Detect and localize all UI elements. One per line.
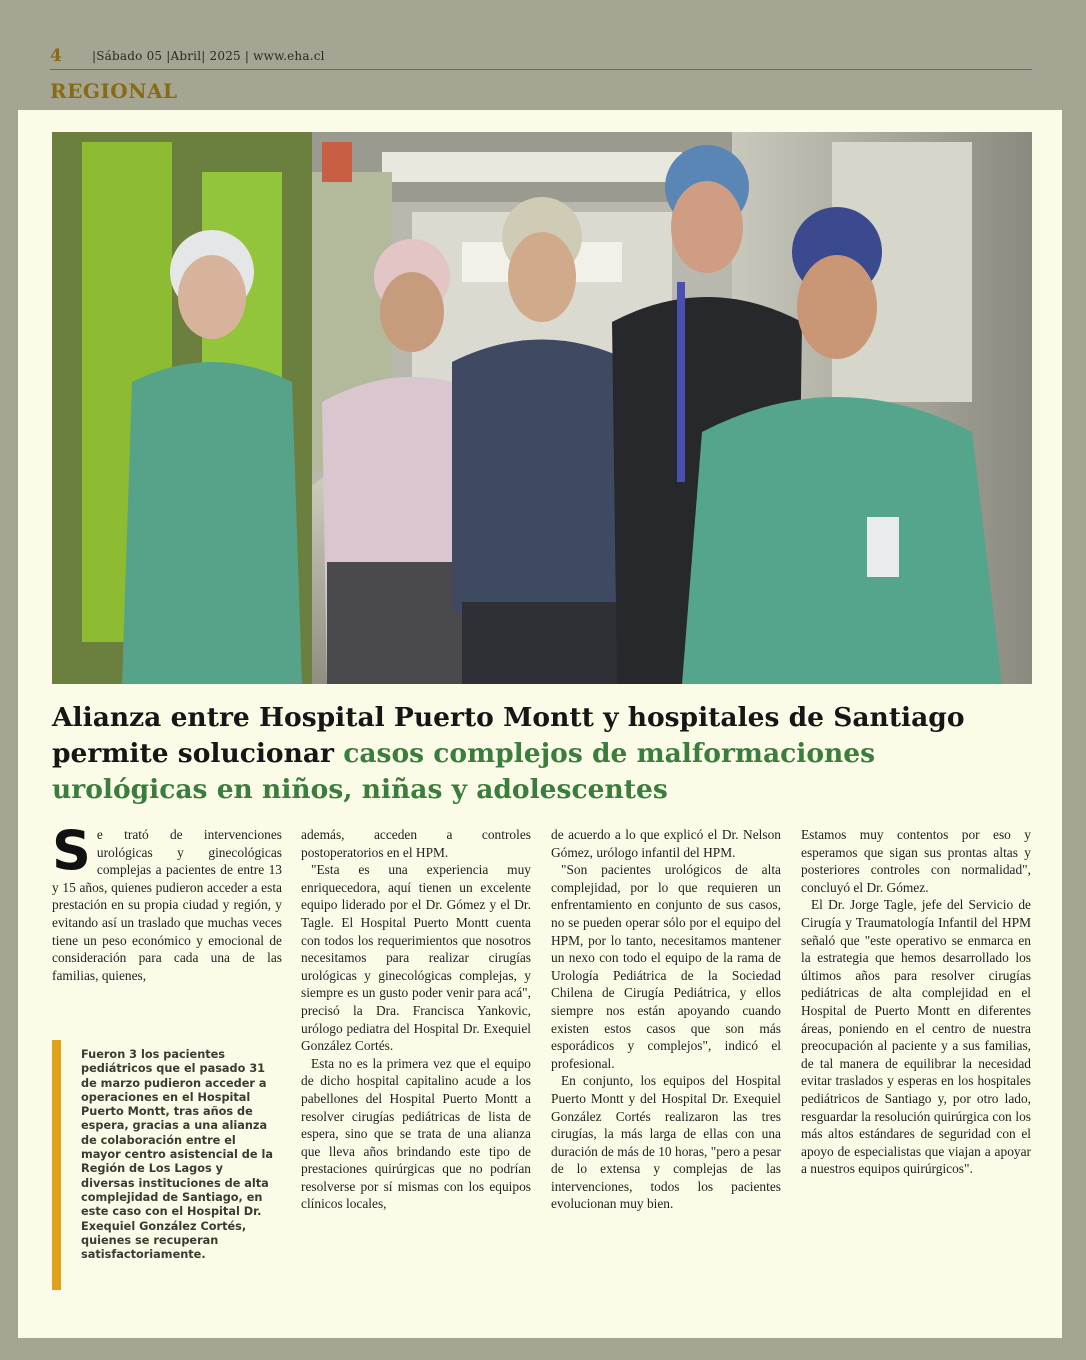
article-headline [52,700,1012,808]
col1-p1-text: e trató de intervenciones urológicas y ginecológicas complejas a pacientes de entre 13 y 15 años, quienes pudieron acceder a esta prestación en su propia ciudad y región, y evitando así un traslado que muchas veces tiene un peso económico y emocional de consideración para cada una de las familias, quienes, [52,827,282,983]
col4-paragraph-2: El Dr. Jorge Tagle, jefe del Servicio de Cirugía y Traumatología Infantil del HPM señaló que "este operativo se enmarca en la estrategia que hemos desarrollado los últimos años para resolver cirugías pediátricas de alta complejidad en el Hospital de Puerto Montt en diferentes áreas, poniendo en el centro de nuestra preocupación al paciente y a sus familias, de tal manera de equilibrar la necesidad evitar traslados y esperas en los hospitales pediátricos de Santiago y, por otro lado, resguardar la resolución quirúrgica con los más altos estándares de seguridad con el apoyo de especialistas que viajan a apoyar a nuestros equipos quirúrgicos". [801,897,1031,1177]
pull-quote [52,1040,282,1290]
article-column-2 [301,826,531,1213]
team-photo [52,132,1032,684]
col2-paragraph-1: además, acceden a controles postoperatorios en el HPM. [301,827,531,860]
col3-paragraph-1: de acuerdo a lo que explicó el Dr. Nelson Gómez, urólogo infantil del HPM. [551,827,781,860]
page-number: 4 [50,46,62,66]
col3-paragraph-2: "Son pacientes urológicos de alta complejidad, por lo que requieren un enfrentamiento en conjunto de sus casos, no se pueden operar sólo por el equipo del HPM, por lo tanto, necesitamos mantener un nexo con todo el equipo de la rama de Urología Pediátrica de la Sociedad Chilena de Cirugía Pediátrica, y ellos siempre nos están apoyando cuando existen estos casos que son más esporádicos y complejos", indicó el profesional. [551,862,781,1071]
section-title: REGIONAL [50,79,178,103]
drop-cap: S [52,819,91,882]
col2-paragraph-2: "Esta es una experiencia muy enriquecedora, aquí tienen un excelente equipo liderado por el Dr. Gómez y el Dr. Tagle. El Hospital Puerto Montt cuenta con todos los requerimientos que nosotros necesitamos para realizar cirugías urológicas y ginecológicas complejas, y siempre es un gusto poder venir para acá", precisó la Dra. Francisca Yankovic, urólogo pediatra del Hospital Dr. Exequiel González Cortés. [301,862,531,1054]
article-column-1 [52,819,282,984]
col2-paragraph-3: Esta no es la primera vez que el equipo de dicho hospital capitalino acude a los pabellones del Hospital Puerto Montt a resolver cirugías pediátricas de lista de espera, sino que se trata de una alianza que lleva años brindando este tipo de prestaciones quirúrgicas que no podrían resolverse por sí mismas con los equipos clínicos locales, [301,1055,531,1212]
date-line: |Sábado 05 |Abril| 2025 | www.eha.cl [92,49,325,63]
page-header [0,0,1086,110]
col4-paragraph-1: Estamos muy contentos por eso y esperamos que sigan sus prontas altas y posteriores controles con normalidad", concluyó el Dr. Gómez. [801,827,1031,895]
header-divider [50,69,1032,70]
pull-quote-text: Fueron 3 los pacientes pediátricos que el pasado 31 de marzo pudieron acceder a operaciones en el Hospital Puerto Montt, tras años de espera, gracias a una alianza de colaboración entre el mayor centro asistencial de la Región de Los Lagos y diversas instituciones de alta complejidad de Santiago, en este caso con el Hospital Dr. Exequiel González Cortés, quienes se recuperan satisfactoriamente. [81,1048,273,1262]
headline-part2: casos complejos de malformaciones urológicas en niños, niñas y adolescentes [52,738,876,805]
article-column-3 [551,826,781,1213]
col1-paragraph-1 [52,819,282,984]
article-column-4 [801,826,1031,1178]
headline-part1: Alianza entre Hospital Puerto Montt y hospitales de Santiago permite solucionar [52,702,965,769]
col3-paragraph-3: En conjunto, los equipos del Hospital Puerto Montt y del Hospital Dr. Exequiel González Cortés realizaron las tres cirugías, la más larga de ellas con una duración de más de 10 horas, "pero a pesar de lo extensa y complejas de las intervenciones, todos los pacientes evolucionan muy bien. [551,1073,781,1212]
